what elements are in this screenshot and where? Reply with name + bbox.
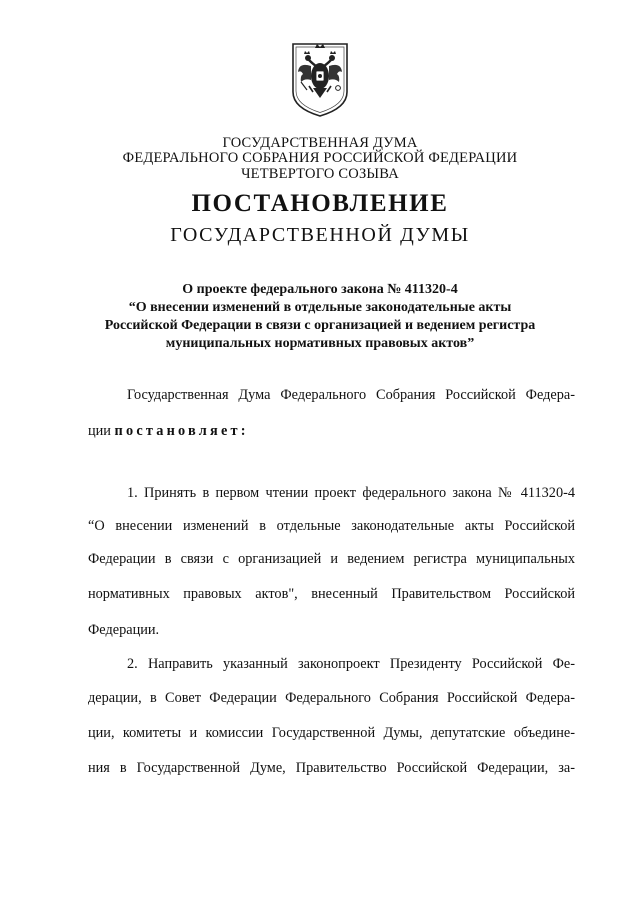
- paragraph-2-line-3: ции, комитеты и комиссии Государственной Думы, депутатские объедине-: [88, 725, 575, 741]
- document-title: ПОСТАНОВЛЕНИЕ: [191, 190, 449, 217]
- heading-line-1: О проекте федерального закона № 411320-4: [182, 282, 458, 297]
- org-line-convocation: ЧЕТВЕРТОГО СОЗЫВА: [241, 166, 399, 182]
- coat-of-arms-icon: [291, 36, 349, 118]
- preamble-line-1: Государственная Дума Федерального Собрания Российской Федера-: [127, 387, 575, 403]
- heading-line-3: Российской Федерации в связи с организацией и ведением регистра: [104, 318, 536, 333]
- resolves-word: постановляет:: [114, 423, 249, 439]
- paragraph-1-line-4: нормативных правовых актов", внесенный Правительством Российской: [88, 586, 575, 602]
- org-line-duma: ГОСУДАРСТВЕННАЯ ДУМА: [222, 135, 418, 151]
- paragraph-2-line-1: 2. Направить указанный законопроект Президенту Российской Фе-: [127, 656, 575, 672]
- heading-line-4: муниципальных нормативных правовых актов”: [165, 336, 475, 351]
- paragraph-1-line-5: Федерации.: [88, 622, 160, 638]
- paragraph-2-line-2: дерации, в Совет Федерации Федерального Собрания Российской Федера-: [88, 690, 575, 706]
- heading-line-2: “О внесении изменений в отдельные законодательные акты: [128, 300, 512, 315]
- paragraph-1-line-2: “О внесении изменений в отдельные законодательные акты Российской: [88, 518, 575, 534]
- paragraph-1-line-3: Федерации в связи с организацией и ведением регистра муниципальных: [88, 551, 575, 567]
- paragraph-2-line-4: ния в Государственной Думе, Правительство Российской Федерации, за-: [88, 760, 575, 776]
- org-line-assembly: ФЕДЕРАЛЬНОГО СОБРАНИЯ РОССИЙСКОЙ ФЕДЕРАЦИИ: [122, 150, 518, 166]
- preamble-line-2: [88, 422, 249, 440]
- paragraph-1-line-1: 1. Принять в первом чтении проект федерального закона № 411320-4: [127, 485, 575, 501]
- document-subtitle: ГОСУДАРСТВЕННОЙ ДУМЫ: [170, 224, 470, 246]
- preamble-line-2-start: ции: [88, 423, 111, 439]
